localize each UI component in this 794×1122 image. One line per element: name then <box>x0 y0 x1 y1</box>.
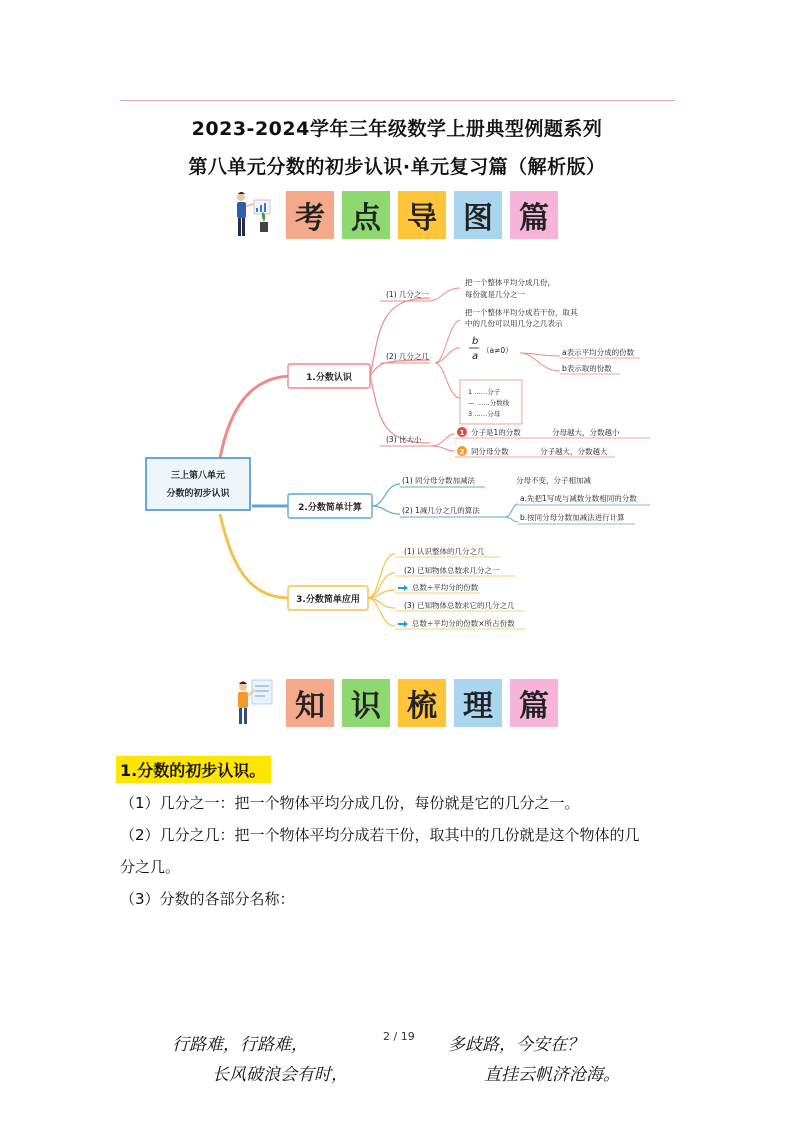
banner-tile-3: 导 <box>398 191 446 239</box>
teacher-icon <box>230 676 278 730</box>
mm-b3: 3.分数简单应用 <box>296 595 360 605</box>
banner2-tile-3: 梳 <box>398 679 446 727</box>
mm-b3-5: 总数÷平均分的份数×所占份数 <box>412 619 515 628</box>
mm-b1-2-note2: 中的几份可以用几分之几表示 <box>465 319 563 328</box>
banner-tile-2: 点 <box>342 191 390 239</box>
paragraph-1: （1）几分之一：把一个物体平均分成几份，每份就是它的几分之一。 <box>120 794 580 812</box>
page-number: 2 / 19 <box>383 1030 415 1043</box>
mm-cmp2: 同分母分数 <box>471 447 509 456</box>
mm-parts-2: — ……分数线 <box>468 399 510 407</box>
mm-cmp2-rule: 分子越大，分数越大 <box>540 447 608 456</box>
footer-line1-left: 行路难，行路难， <box>172 1035 308 1055</box>
paragraph-3: （3）分数的各部分名称： <box>120 890 295 908</box>
mm-root-line1: 三上第八单元 <box>170 471 226 481</box>
banner-kaodian <box>230 188 558 242</box>
mm-b1-2-note1: 把一个整体平均分成若干份，取其 <box>465 308 578 317</box>
mm-frac-a: a表示平均分成的份数 <box>562 348 635 357</box>
connector-root-b1 <box>220 376 290 458</box>
mm-b1-1-note1: 把一个整体平均分成几份， <box>465 278 555 287</box>
mind-map <box>140 268 652 640</box>
mm-cmp1-num: 1 <box>459 429 465 437</box>
mm-b3-3: 总数÷平均分的份数 <box>412 583 479 592</box>
mm-root-line2: 分数的初步认识 <box>166 489 230 499</box>
doc-subtitle: 第八单元分数的初步认识·单元复习篇（解析版） <box>188 156 606 178</box>
footer-line2-right: 直挂云帆济沧海。 <box>484 1065 620 1085</box>
mm-b2-2: (2) 1减几分之几的算法 <box>402 506 480 515</box>
mm-cmp1-rule: 分母越大，分数越小 <box>552 428 620 437</box>
banner2-tile-1: 知 <box>286 679 334 727</box>
arrow-right-icon <box>398 585 408 591</box>
mm-root-box <box>146 458 250 510</box>
mm-cmp1: 分子是1的分数 <box>471 428 521 437</box>
arrow-right-icon <box>398 621 408 627</box>
mm-b1: 1.分数认识 <box>306 373 352 383</box>
banner2-tile-4: 理 <box>454 679 502 727</box>
mm-b3-2: (2) 已知物体总数求几分之一 <box>404 566 500 575</box>
mm-frac-num: b <box>472 336 479 347</box>
footer-line2-left: 长风破浪会有时， <box>212 1065 348 1085</box>
banner-zhishi <box>230 676 558 730</box>
footer-line1-right: 多歧路，今安在？ <box>448 1035 584 1055</box>
mm-b2: 2.分数简单计算 <box>298 503 362 513</box>
banner-tile-4: 图 <box>454 191 502 239</box>
mm-parts-3: 3 ……分母 <box>468 410 501 418</box>
banner2-tile-2: 识 <box>342 679 390 727</box>
header-rule <box>120 100 675 101</box>
connector-root-b3 <box>220 514 290 598</box>
mm-b1-2: (2) 几分之几 <box>386 352 430 361</box>
mm-parts-1: 1 ……分子 <box>468 388 501 396</box>
mm-frac-cond: （a≠0） <box>482 346 513 355</box>
mm-frac-b: b表示取的份数 <box>562 364 612 373</box>
banner-tile-1: 考 <box>286 191 334 239</box>
section-heading: 1.分数的初步认识。 <box>116 756 271 783</box>
doc-title: 2023-2024学年三年级数学上册典型例题系列 <box>191 118 603 140</box>
mm-b1-1: (1) 几分之一 <box>386 290 430 299</box>
paragraph-2a: （2）几分之几：把一个物体平均分成若干份，取其中的几份就是这个物体的几 <box>120 826 640 844</box>
banner-tile-5: 篇 <box>510 191 558 239</box>
mm-frac-den: a <box>472 351 479 362</box>
mm-b3-1: (1) 认识整体的几分之几 <box>404 547 485 556</box>
mm-b1-1-note2: 每份就是几分之一 <box>465 290 525 299</box>
paragraph-2b: 分之几。 <box>120 858 181 876</box>
banner2-tile-5: 篇 <box>510 679 558 727</box>
mm-b1-3: (3) 比大小 <box>386 435 422 444</box>
mm-b2-1: (1) 同分母分数加减法 <box>402 476 476 485</box>
presenter-icon <box>230 188 278 242</box>
mm-cmp2-num: 2 <box>459 448 465 456</box>
mm-b2-1-rule: 分母不变，分子相加减 <box>516 476 591 485</box>
mm-b2-2-a: a.先把1写成与减数分数相同的分数 <box>520 494 637 503</box>
mm-b3-4: (3) 已知物体总数求它的几分之几 <box>404 601 515 610</box>
mm-b2-2-b: b.按同分母分数加减法进行计算 <box>520 513 625 522</box>
